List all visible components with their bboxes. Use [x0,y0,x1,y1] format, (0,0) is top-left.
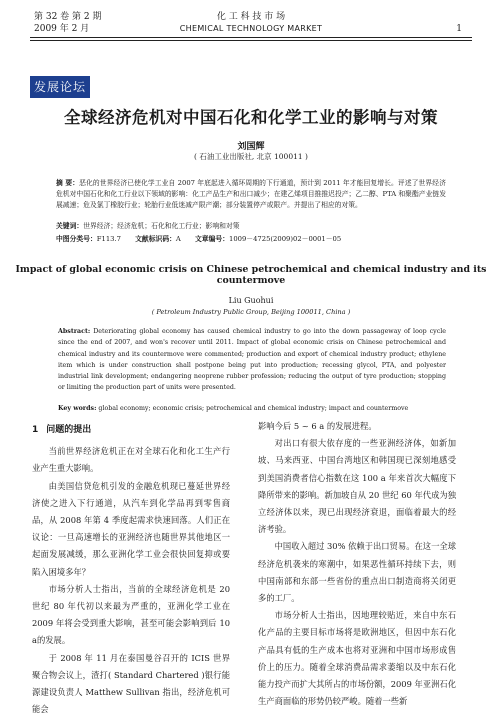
journal-name [0,11,502,35]
doc-code-value: A [175,235,181,243]
classification-line [56,234,456,245]
abstract-en [58,326,446,394]
body-paragraph: 对出口有很大依存度的一些亚洲经济体，如新加坡、马来西亚、中国台湾地区和韩国现已深刻地感受到美国消费者信心指数在这 100 a 年来首次大幅度下降所带来的影响。新加坡自从 20 世纪 60 年代成为独立经济体以来，现已出现经济衰退，面临着最大的经济考验。 [258,438,456,535]
affiliation-cn: ( 石油工业出版社, 北京 100011 ) [194,152,308,161]
article-title-en: Impact of global economic crisis on Chinese petrochemical and chemical industry and its countermove [15,264,487,286]
body-paragraph: 影响今后 5 ~ 6 a 的发展进程。 [258,421,377,431]
author-en: Liu Guohui [228,296,274,305]
section-number: 1 [32,425,39,435]
keywords-cn-text: 世界经济；经济危机；石化和化工行业；影响和对策 [83,222,240,230]
abstract-cn-text: 恶化的世界经济已使化学工业自 2007 年底起进入循环周期的下行通道，预计到 2011 年才能回复增长。评述了世界经济危机对中国石化和化工行业以下领域的影响：化工产品生产和出口减少；在建乙烯项目推推迟投产；乙二醇、PTA 和聚酯产业链发展减速；危及氯丁橡胶行业；轮胎行业低迷减产限产潮；部分装置停产或限产。并提出了相应的对策。 [56,179,446,209]
body-paragraph: 由美国信贷危机引发的金融危机现已蔓延世界经济使之进入下行通道，从汽车到化学品再到零售商品，从 2008 年第 4 季度起需求快速回落。人们正在议论：一旦高速增长的亚洲经济也随世界其他地区一起面发展减缓，那么亚洲化学工业会很快回复抑或要陷入困境多年？ [32,480,230,577]
date-line: 2009 年 2 月 [34,24,90,34]
body-paragraph: 市场分析人士指出，因地理较贴近，来自中东石化产品的主要目标市场将是欧洲地区，但因中东石化产品具有低的生产成本也将对亚洲和中国市场形成售价上的压力。随着全球消费品需求萎缩以及中东石化能力投产而扩大其所占的市场份额，2009 年亚洲石化生产商面临的形势仍较严峻。随着一些新 [258,610,456,707]
abstract-en-text: Deteriorating global economy has caused chemical industry to go into the down passageway of loop cycle since the end of 2007, and won's recover until 2011. Impact of global economic crisis on Chinese petrochemical and chemical industry and its countermove were commented; production and export of chemical industry product; ethylene item which is under construction shall postpone being put into production; recessing glycol, PTA, and polyester industrial link development; endangering neoprene rubber profession; reducing the output of tyre production; stopping or limiting the production part of units were presented. [58,328,446,392]
clc-value: F113.7 [96,235,121,243]
section-title: 问题的提出 [46,425,92,435]
body-paragraph: 中国收入超过 30% 依赖于出口贸易。在这一全球经济危机袭来的寒潮中，如果恶性循环持续下去，则中国南部和东部一些省份的重点出口制造商将关闭更多的工厂。 [258,541,456,604]
journal-name-en: CHEMICAL TECHNOLOGY MARKET [179,24,323,33]
author-cn: 刘国辉 [237,142,265,152]
abstract-cn [56,178,446,211]
affiliation-en: ( Petroleum Industry Public Group, Beijing 100011, China ) [151,308,351,316]
section-tag: 发展论坛 [30,76,90,98]
keywords-en [58,403,446,414]
body-paragraph: 当前世界经济危机正在对全球石化和化工生产行业产生重大影响。 [32,446,230,474]
volume-line: 第 32 卷 第 2 期 [34,12,102,22]
body-paragraph: 市场分析人士指出，当前的全球经济危机是 20 世纪 80 年代初以来最为严重的，亚洲化学工业在 2009 年将会受到重大影响，甚至可能会影响到后 10 a的发展。 [32,583,230,646]
journal-name-cn: 化 工 科 技 市 场 [216,12,286,22]
header-rule-bottom [30,40,472,41]
abstract-en-label: Abstract: [58,328,91,335]
body-column-left [32,418,230,718]
article-id-label: 文章编号： [195,235,229,243]
clc-label: 中图分类号： [56,235,97,243]
page-number: 1 [456,24,462,34]
abstract-cn-label: 摘 要： [56,179,80,187]
keywords-cn [56,221,456,232]
body-paragraph: 于 2008 年 11 月在泰国曼谷召开的 ICIS 世界聚合物会议上，渣打( Standard Chartered )银行能源建设负责人 Matthew Sullivan 指出，经济危机可能会 [32,652,230,715]
keywords-en-text: global economy; economic crisis; petrochemical and chemical industry; impact and countermove [98,405,409,412]
section-heading [32,422,230,439]
doc-code-label: 文献标识码： [135,235,176,243]
header-rule-top [30,37,472,38]
keywords-cn-label: 关键词： [56,222,84,230]
article-title-cn: 全球经济危机对中国石化和化学工业的影响与对策 [64,108,438,127]
keywords-en-label: Key words: [58,405,97,412]
body-column-right [258,418,456,710]
article-id-value: 1009－4725(2009)02－0001－05 [229,235,342,243]
